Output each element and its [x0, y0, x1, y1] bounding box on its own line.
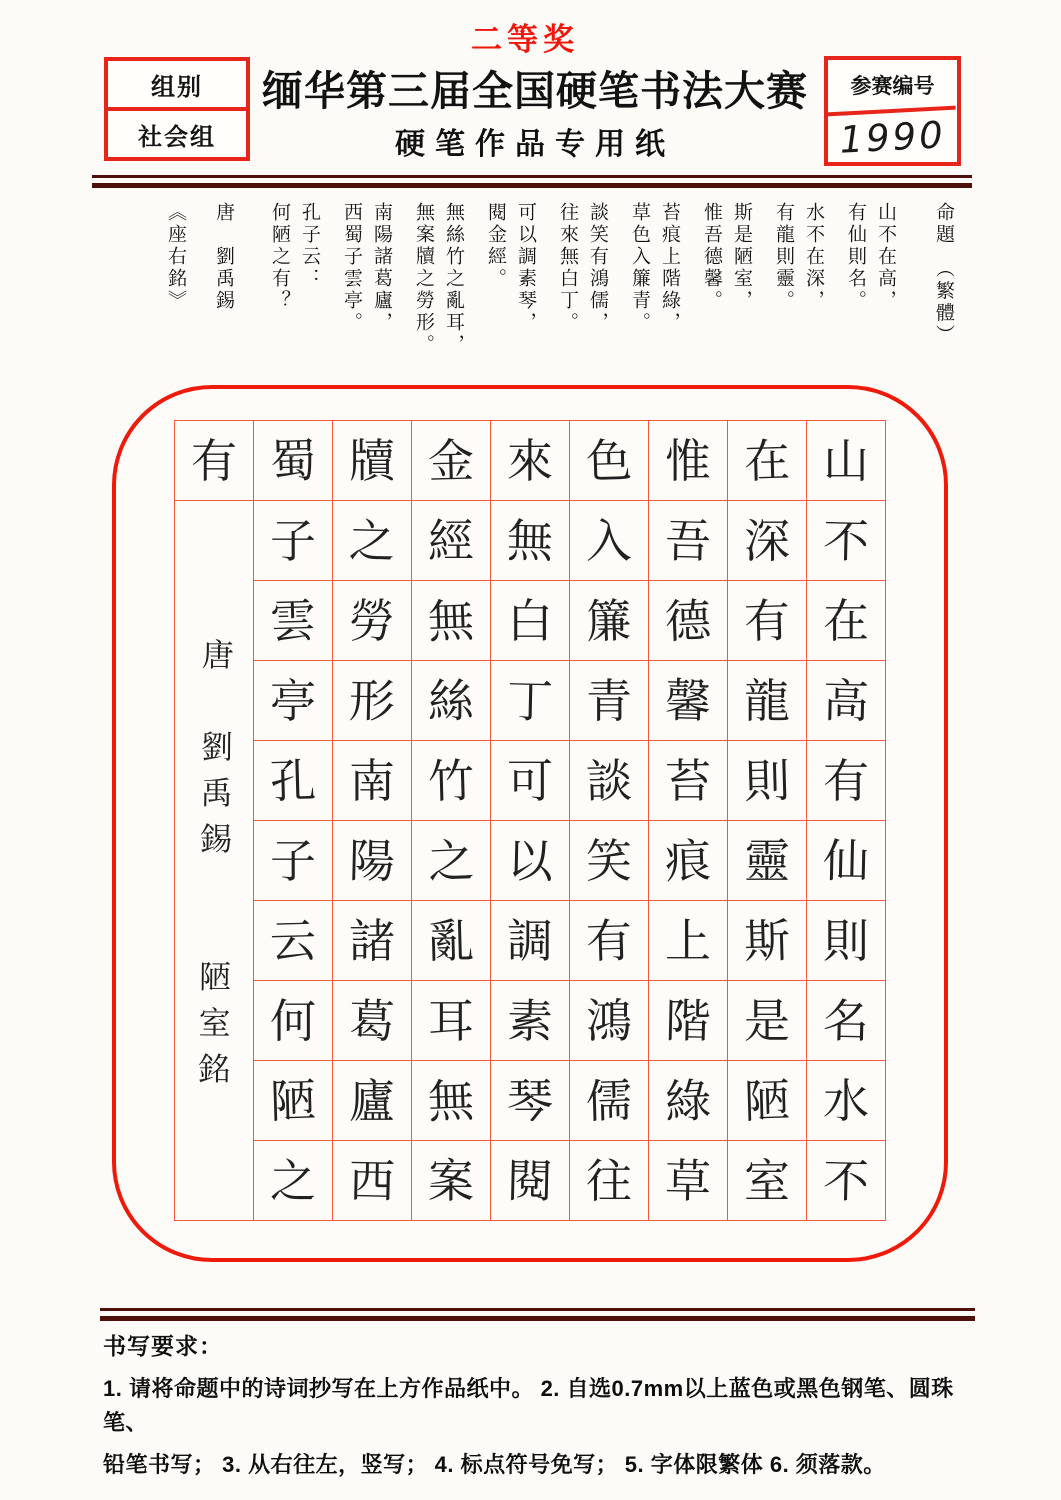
prompt-verse-column: 往來無白丁。: [557, 202, 578, 334]
handwritten-character: 竹: [427, 752, 475, 809]
handwritten-character: 山: [823, 433, 869, 488]
grid-cell: [570, 901, 649, 981]
grid-row: [175, 501, 886, 581]
grid-row: [175, 901, 886, 981]
grid-cell: [649, 421, 728, 501]
handwritten-character: 是: [744, 993, 790, 1048]
signature-vertical-text: 唐 劉禹錫 陋室銘: [192, 637, 236, 1098]
handwritten-character: 色: [585, 432, 633, 489]
grid-row: [175, 821, 886, 901]
grid-cell: [649, 661, 728, 741]
grid-cell: [333, 501, 412, 581]
grid-cell: [649, 1061, 728, 1141]
handwritten-character: 德: [663, 592, 713, 649]
writing-requirements: [103, 1328, 975, 1490]
prompt-verse-column: 孔子云：: [299, 202, 320, 290]
handwritten-character: 惟: [665, 433, 711, 488]
grid-cell: [333, 1141, 412, 1221]
grid-cell: [491, 741, 570, 821]
requirements-line: 1. 请将命题中的诗词抄写在上方作品纸中。 2. 自选0.7mm以上蓝色或黑色钢笔、圆珠笔、: [103, 1376, 954, 1435]
entry-number-label: 参赛编号: [850, 74, 935, 98]
grid-cell: [807, 901, 886, 981]
grid-cell: [649, 821, 728, 901]
handwritten-character: 勞: [349, 593, 395, 648]
handwritten-character: 有: [191, 433, 237, 488]
handwritten-character: 談: [585, 752, 633, 809]
prompt-verse-column: 無絲竹之亂耳，: [443, 202, 464, 356]
grid-cell: [728, 421, 807, 501]
handwritten-character: 在: [743, 432, 791, 489]
handwritten-character: 絲: [428, 673, 474, 728]
grid-cell: [254, 901, 333, 981]
grid-cell: [333, 821, 412, 901]
grid-cell: [570, 421, 649, 501]
separator-line-thick: [92, 183, 972, 188]
grid-cell: [333, 581, 412, 661]
grid-cell: [728, 501, 807, 581]
grid-cell: [412, 1141, 491, 1221]
grid-cell: [412, 661, 491, 741]
handwritten-character: 之: [348, 512, 396, 569]
grid-cell: [728, 1061, 807, 1141]
handwritten-character: 靈: [744, 833, 790, 888]
grid-cell: [728, 901, 807, 981]
grid-cell: [807, 741, 886, 821]
separator-line-thin: [100, 1308, 975, 1311]
grid-cell: [728, 581, 807, 661]
handwritten-character: 以: [506, 832, 554, 889]
handwritten-character: 入: [586, 513, 632, 568]
grid-cell: [728, 981, 807, 1061]
grid-cell: [807, 421, 886, 501]
prompt-verse-column: 有龍則靈。: [773, 202, 794, 312]
grid-cell: [412, 501, 491, 581]
grid-cell: [491, 421, 570, 501]
grid-cell: [412, 981, 491, 1061]
grid-cell: [412, 421, 491, 501]
grid-cell: [570, 821, 649, 901]
prompt-author-column: 唐 劉禹錫: [213, 202, 234, 312]
prompt-verse-column: 水不在深，: [803, 202, 824, 312]
group-box: [104, 57, 250, 161]
grid-row: [175, 1061, 886, 1141]
handwritten-character: 儒: [585, 1072, 633, 1129]
grid-cell: [649, 901, 728, 981]
grid-cell: [491, 581, 570, 661]
grid-cell: [728, 661, 807, 741]
handwritten-character: 不: [822, 1152, 870, 1209]
prompt-verse-column: 閱金經。: [485, 202, 506, 290]
handwritten-character: 琴: [507, 1073, 553, 1128]
handwritten-character: 往: [586, 1153, 632, 1208]
handwritten-character: 廬: [349, 1073, 395, 1128]
handwritten-character: 馨: [664, 672, 712, 729]
handwritten-character: 形: [348, 672, 396, 729]
grid-cell: [412, 901, 491, 981]
handwritten-character: 陽: [348, 832, 396, 889]
handwritten-character: 孔: [269, 752, 317, 809]
prompt-verse-column: 斯是陋室，: [731, 202, 752, 312]
grid-row: [175, 661, 886, 741]
grid-cell: [649, 1141, 728, 1221]
grid-cell: [570, 981, 649, 1061]
grid-cell: [412, 821, 491, 901]
handwritten-character: 諸: [349, 913, 395, 968]
grid-row: [175, 581, 886, 661]
sheet-subtitle: 硬笔作品专用纸: [395, 128, 675, 161]
handwritten-character: 草: [664, 1152, 712, 1209]
grid-cell: [570, 741, 649, 821]
grid-cell: [254, 1061, 333, 1141]
handwritten-character: 深: [744, 513, 790, 568]
grid-cell: [570, 501, 649, 581]
handwritten-character: 無: [426, 592, 476, 649]
grid-cell: [254, 981, 333, 1061]
grid-cell: [333, 661, 412, 741]
grid-cell: [807, 501, 886, 581]
grid-cell: [333, 901, 412, 981]
grid-cell: [333, 981, 412, 1061]
prompt-verse-column: 可以調素琴，: [515, 202, 536, 334]
grid-cell: [333, 741, 412, 821]
prompt-title-column: 命題 （繁體）: [933, 202, 954, 347]
grid-cell: [807, 581, 886, 661]
grid-row: [175, 981, 886, 1061]
handwritten-character: 在: [823, 593, 869, 648]
group-value: 社会组: [108, 107, 246, 157]
prompt-verse-column: 有仙則名。: [845, 202, 866, 312]
grid-cell: [333, 1061, 412, 1141]
handwritten-character: 西: [348, 1152, 396, 1209]
handwritten-character: 有: [585, 912, 633, 969]
handwritten-character: 陋: [743, 1072, 791, 1129]
handwritten-character: 素: [506, 992, 554, 1049]
grid-cell: [491, 821, 570, 901]
prompt-verse-column: 無案牘之勞形。: [413, 202, 434, 356]
handwritten-character: 斯: [743, 912, 791, 969]
handwritten-character: 子: [270, 513, 316, 568]
grid-cell: [570, 1061, 649, 1141]
handwritten-character: 室: [744, 1153, 790, 1208]
handwritten-character: 水: [823, 1073, 869, 1128]
grid-cell: [649, 581, 728, 661]
award-banner: 二等奖: [471, 22, 579, 57]
handwritten-character: 金: [427, 432, 475, 489]
grid-cell: [570, 581, 649, 661]
handwritten-character: 南: [349, 753, 395, 808]
handwritten-character: 雲: [269, 592, 317, 649]
handwritten-character: 苔: [665, 753, 711, 808]
grid-cell: [807, 1141, 886, 1221]
handwritten-character: 調: [507, 913, 553, 968]
handwritten-character: 牘: [349, 433, 395, 488]
entry-number-value: 1990: [827, 106, 959, 166]
handwritten-character: 有: [743, 592, 791, 649]
handwritten-character: 簾: [585, 592, 633, 649]
grid-cell: [728, 1141, 807, 1221]
grid-cell: [175, 421, 254, 501]
grid-cell: [491, 1061, 570, 1141]
entry-number-box: [824, 56, 961, 166]
prompt-verse-column: 草色入簾青。: [629, 202, 650, 334]
grid-cell: [491, 661, 570, 741]
grid-cell: [254, 1141, 333, 1221]
prompt-verse-column: 西蜀子雲亭。: [341, 202, 362, 334]
grid-cell: [412, 1061, 491, 1141]
prompt-verse-column: 何陋之有？: [269, 202, 290, 312]
separator-line-thin: [92, 175, 972, 178]
grid-cell: [728, 821, 807, 901]
separator-line-thick: [100, 1316, 975, 1321]
handwritten-character: 耳: [428, 993, 474, 1048]
requirements-heading: 书写要求：: [103, 1333, 223, 1359]
handwritten-character: 白: [507, 593, 553, 648]
handwritten-character: 痕: [663, 832, 713, 889]
grid-cell: [491, 901, 570, 981]
prompt-work-title-column: 《座右銘》: [165, 202, 186, 312]
prompt-poem-vertical: [160, 202, 958, 390]
prompt-verse-column: 談笑有鴻儒，: [587, 202, 608, 334]
grid-row: [175, 741, 886, 821]
grid-cell: [649, 981, 728, 1061]
grid-cell: [728, 741, 807, 821]
grid-cell: [570, 1141, 649, 1221]
prompt-verse-column: 苔痕上階綠，: [659, 202, 680, 334]
grid-cell: [491, 1141, 570, 1221]
grid-row: [175, 421, 886, 501]
grid-cell: [254, 421, 333, 501]
handwritten-character: 閱: [506, 1152, 554, 1209]
handwritten-character: 則: [823, 913, 869, 968]
grid-cell: [807, 661, 886, 741]
grid-cell: [254, 741, 333, 821]
handwritten-character: 無: [426, 1072, 476, 1129]
handwritten-character: 高: [822, 672, 870, 729]
handwritten-character: 階: [664, 992, 712, 1049]
handwritten-character: 之: [270, 1153, 316, 1208]
prompt-verse-column: 山不在高，: [875, 202, 896, 312]
handwritten-character: 綠: [663, 1072, 713, 1129]
handwritten-character: 丁: [506, 672, 554, 729]
handwritten-character: 仙: [822, 832, 870, 889]
header-separator: [92, 175, 972, 188]
handwritten-character: 亭: [270, 673, 316, 728]
grid-cell: [807, 1061, 886, 1141]
grid-cell: [333, 421, 412, 501]
handwritten-character: 鴻: [586, 993, 632, 1048]
grid-cell: [649, 501, 728, 581]
grid-cell: [807, 821, 886, 901]
handwritten-character: 何: [270, 993, 316, 1048]
grid-cell: [254, 661, 333, 741]
handwritten-character: 案: [428, 1153, 474, 1208]
handwritten-character: 經: [428, 513, 474, 568]
handwritten-character: 云: [269, 912, 317, 969]
grid-row: [175, 1141, 886, 1221]
grid-cell: [254, 821, 333, 901]
grid-cell: [254, 501, 333, 581]
grid-cell: [412, 741, 491, 821]
handwritten-character: 龍: [744, 673, 790, 728]
calligraphy-grid: [174, 420, 886, 1221]
grid-cell: [491, 981, 570, 1061]
handwritten-character: 無: [506, 512, 554, 569]
handwritten-character: 亂: [427, 912, 475, 969]
grid-cell: [491, 501, 570, 581]
handwritten-character: 葛: [348, 992, 396, 1049]
grid-cell: [570, 661, 649, 741]
handwritten-character: 陋: [269, 1072, 317, 1129]
handwritten-character: 吾: [664, 512, 712, 569]
work-area-frame: [112, 385, 948, 1262]
handwritten-character: 笑: [586, 833, 632, 888]
grid-cell: [254, 581, 333, 661]
prompt-verse-column: 南陽諸葛廬，: [371, 202, 392, 334]
handwritten-character: 青: [586, 673, 632, 728]
handwritten-character: 蜀: [269, 432, 317, 489]
handwritten-character: 之: [426, 832, 476, 889]
grid-cell: [807, 981, 886, 1061]
prompt-verse-column: 惟吾德馨。: [701, 202, 722, 312]
handwritten-character: 上: [665, 913, 711, 968]
handwritten-character: 不: [822, 512, 870, 569]
requirements-line: 铅笔书写； 3. 从右往左，竖写； 4. 标点符号免写； 5. 字体限繁体 6. 须落款。: [103, 1452, 886, 1477]
grid-cell: [412, 581, 491, 661]
handwritten-character: 名: [822, 992, 870, 1049]
handwritten-character: 則: [743, 752, 791, 809]
handwritten-character: 子: [270, 833, 316, 888]
grid-cell: [649, 741, 728, 821]
signature-cell: [175, 501, 254, 1221]
group-label: 组别: [151, 73, 203, 101]
handwritten-character: 可: [507, 753, 553, 808]
footer-separator: [100, 1308, 975, 1321]
competition-title: 缅华第三届全国硬笔书法大赛: [262, 68, 808, 114]
handwritten-character: 有: [823, 753, 869, 808]
handwritten-character: 來: [507, 433, 553, 488]
